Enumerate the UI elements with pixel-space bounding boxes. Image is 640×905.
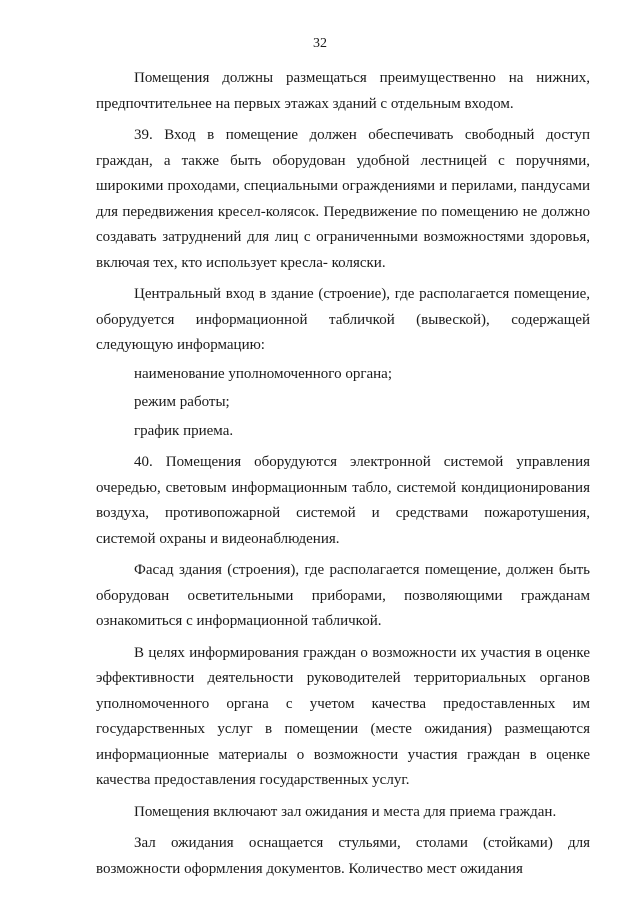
- paragraph-39-entrance: 39. Вход в помещение должен обеспечивать свободный доступ граждан, а также быть оборудован удобной лестницей с поручнями, широкими проходами, специальными ограждениями и перилами, пандусами для передвижения кресел-колясок. Передвижение по помещению не должно создавать затруднений для лиц с ограниченными возможностями здоровья, включая тех, кто использует кресла- коляски.: [96, 127, 590, 271]
- page-number: 32: [313, 36, 327, 51]
- list-item-authority-name: наименование уполномоченного органа;: [134, 365, 393, 382]
- paragraph-placement: Помещения должны размещаться преимущественно на нижних, предпочтительнее на первых этажах зданий с отдельным входом.: [96, 70, 590, 112]
- text-body: [96, 66, 590, 882]
- paragraph-premises-include: Помещения включают зал ожидания и места для приема граждан.: [134, 803, 557, 820]
- list-item-work-schedule: режим работы;: [134, 394, 230, 410]
- list-item-reception-schedule: график приема.: [134, 422, 234, 439]
- paragraph-central-entrance: Центральный вход в здание (строение), где располагается помещение, оборудуется информационной табличкой (вывеской), содержащей следующую информацию:: [96, 286, 590, 353]
- paragraph-waiting-hall: Зал ожидания оснащается стульями, столами (стойками) для возможности оформления документов. Количество мест ожидания: [96, 835, 590, 877]
- paragraph-facade: Фасад здания (строения), где располагается помещение, должен быть оборудован осветительными приборами, позволяющими гражданам ознакомиться с информационной табличкой.: [96, 562, 590, 629]
- paragraph-40-equipment: 40. Помещения оборудуются электронной системой управления очередью, световым информационным табло, системой кондиционирования воздуха, противопожарной системой и средствами пожаротушения, системой охраны и видеонаблюдения.: [96, 454, 590, 547]
- paragraph-informing-citizens: В целях информирования граждан о возможности их участия в оценке эффективности деятельности руководителей территориальных органов уполномоченного органа с учетом качества предоставленных им государственных услуг в помещении (месте ожидания) размещаются информационные материалы о возможности участия граждан в оценке качества предоставления государственных услуг.: [96, 644, 590, 788]
